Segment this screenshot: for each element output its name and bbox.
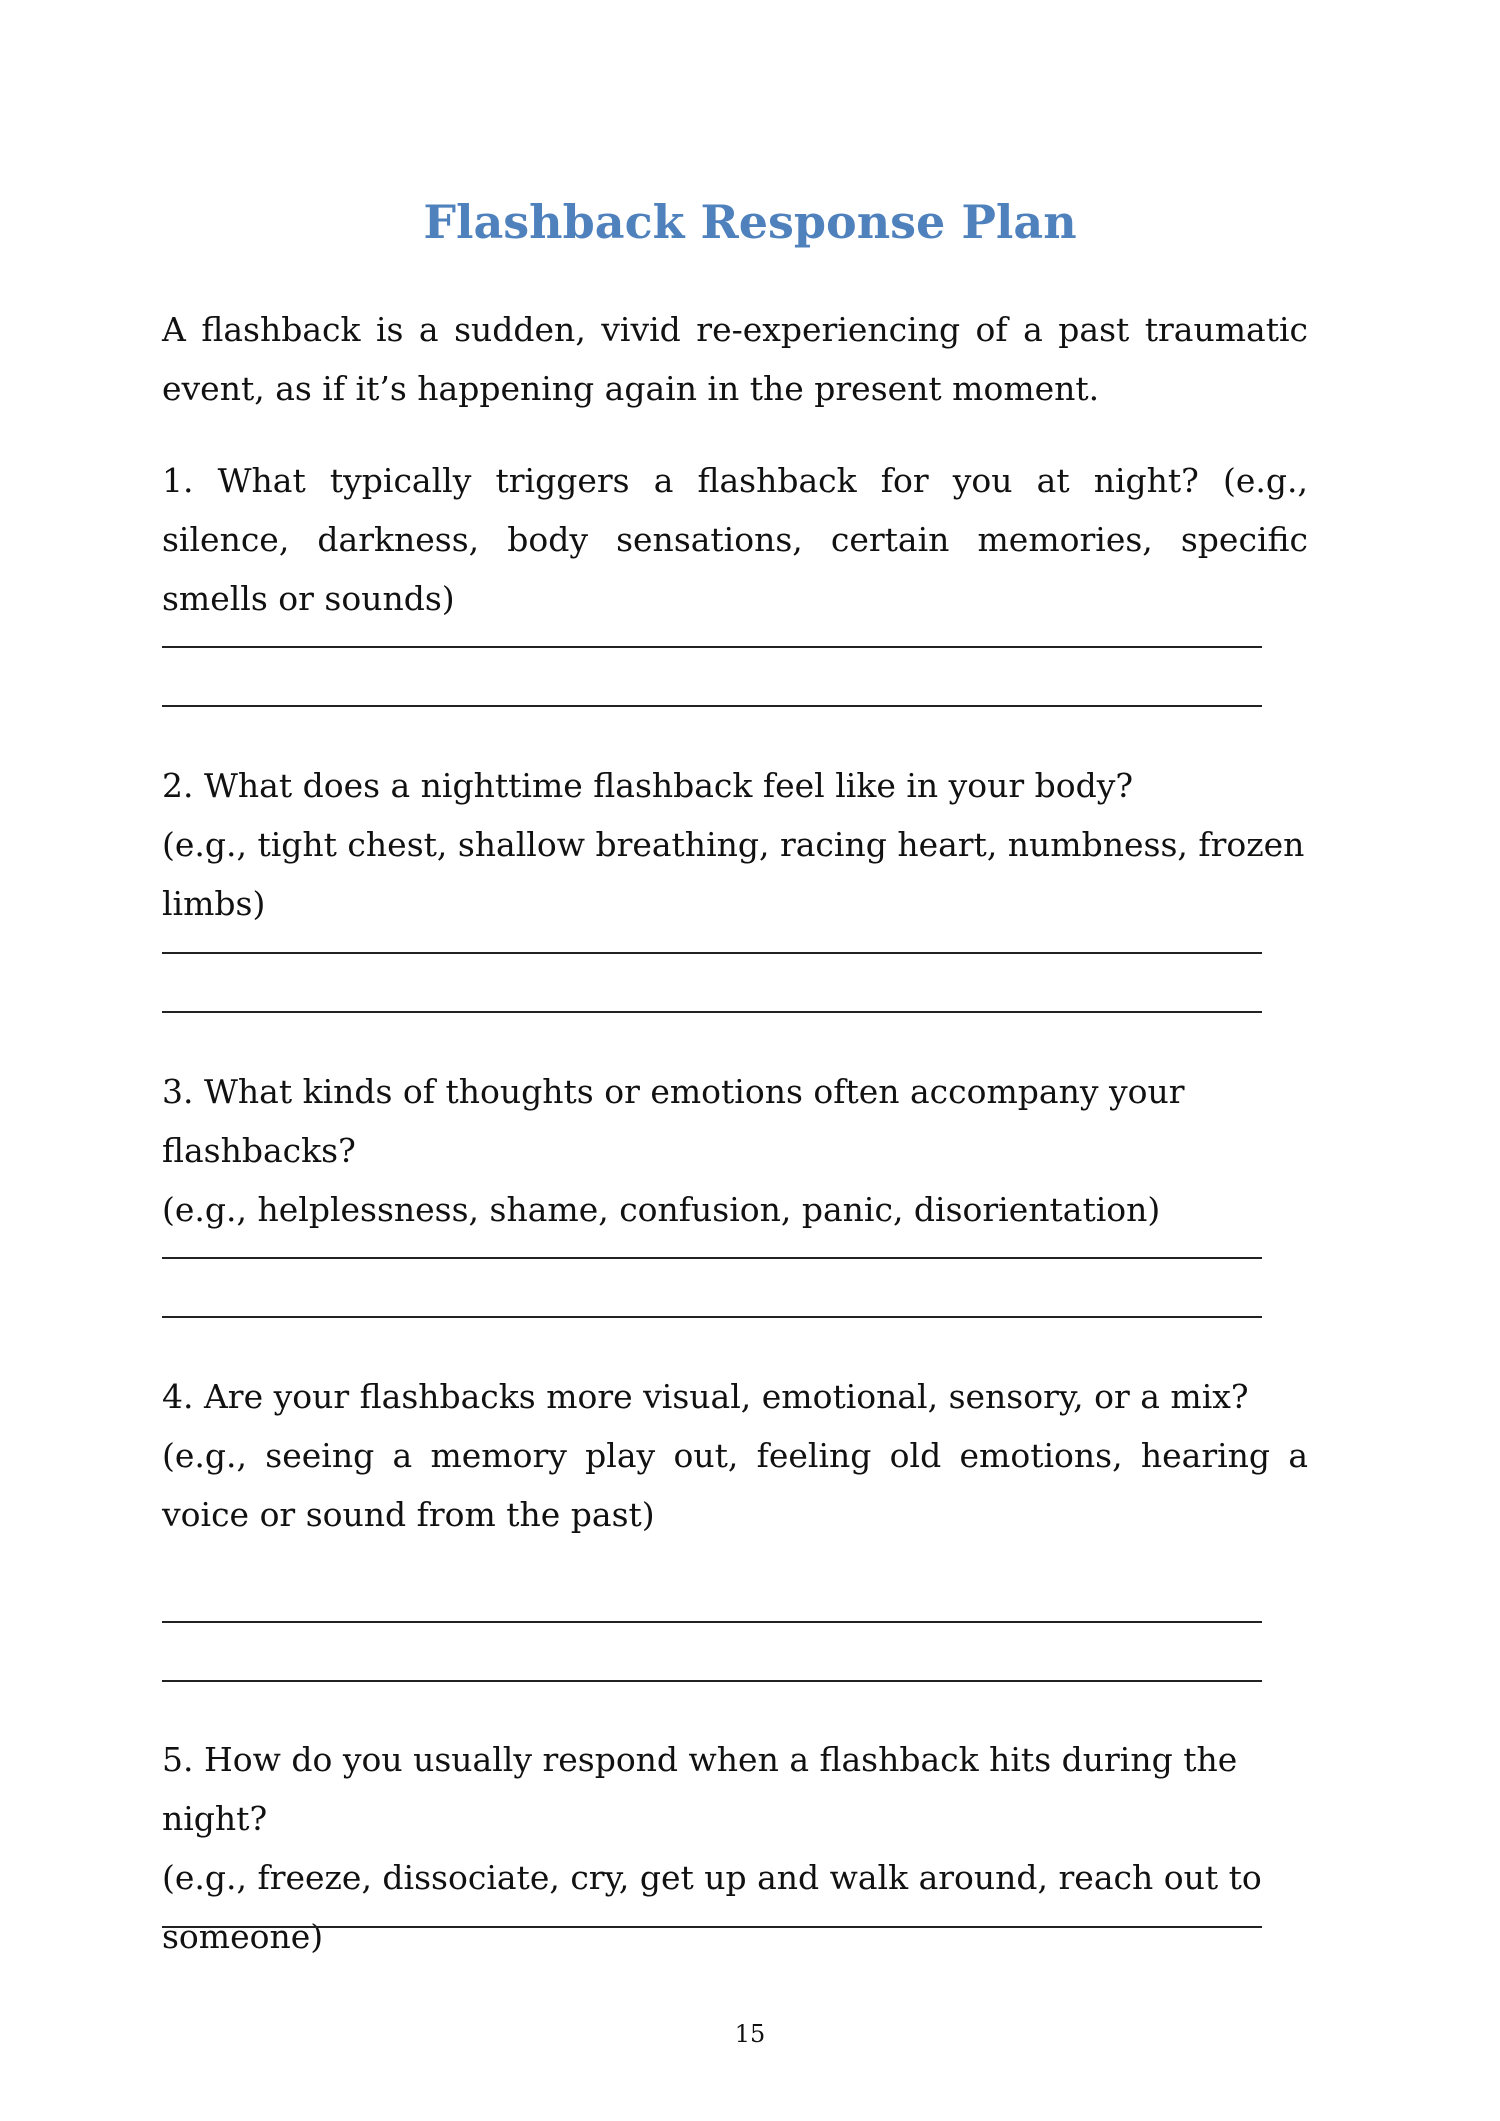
answer-line-4b (162, 1680, 1262, 1682)
question-4-block (162, 1367, 1308, 1544)
question-4-text: 4. Are your flashbacks more visual, emotional, sensory, or a mix? (162, 1377, 1249, 1416)
answer-line-1b (162, 705, 1262, 707)
question-4-example: (e.g., seeing a memory play out, feeling old emotions, hearing a voice or sound from the past) (162, 1436, 1308, 1534)
answer-line-2a (162, 952, 1262, 954)
question-2-block (162, 756, 1308, 933)
answer-line-3b (162, 1316, 1262, 1318)
question-3-text: 3. What kinds of thoughts or emotions often accompany your flashbacks? (162, 1072, 1185, 1170)
answer-line-3a (162, 1257, 1262, 1259)
page-number: 15 (734, 2020, 766, 2048)
intro-paragraph: A flashback is a sudden, vivid re-experiencing of a past traumatic event, as if it’s happening again in the present moment. (162, 310, 1308, 408)
answer-line-5a (162, 1926, 1262, 1928)
question-3-block (162, 1062, 1308, 1239)
answer-line-4a (162, 1621, 1262, 1623)
question-2-text: 2. What does a nighttime flashback feel like in your body? (162, 766, 1134, 805)
question-1-text: 1. What typically triggers a flashback for you at night? (e.g., silence, darkness, body sensations, certain memories, specific smells or sounds) (162, 461, 1308, 618)
question-5-block (162, 1730, 1308, 1966)
question-3-example: (e.g., helplessness, shame, confusion, panic, disorientation) (162, 1190, 1161, 1229)
question-5-example: (e.g., freeze, dissociate, cry, get up and walk around, reach out to someone) (162, 1858, 1262, 1956)
page-title: Flashback Response Plan (423, 195, 1077, 249)
question-2-example: (e.g., tight chest, shallow breathing, racing heart, numbness, frozen limbs) (162, 825, 1305, 923)
answer-line-1a (162, 646, 1262, 648)
question-5-text: 5. How do you usually respond when a flashback hits during the night? (162, 1740, 1238, 1838)
answer-line-2b (162, 1011, 1262, 1013)
